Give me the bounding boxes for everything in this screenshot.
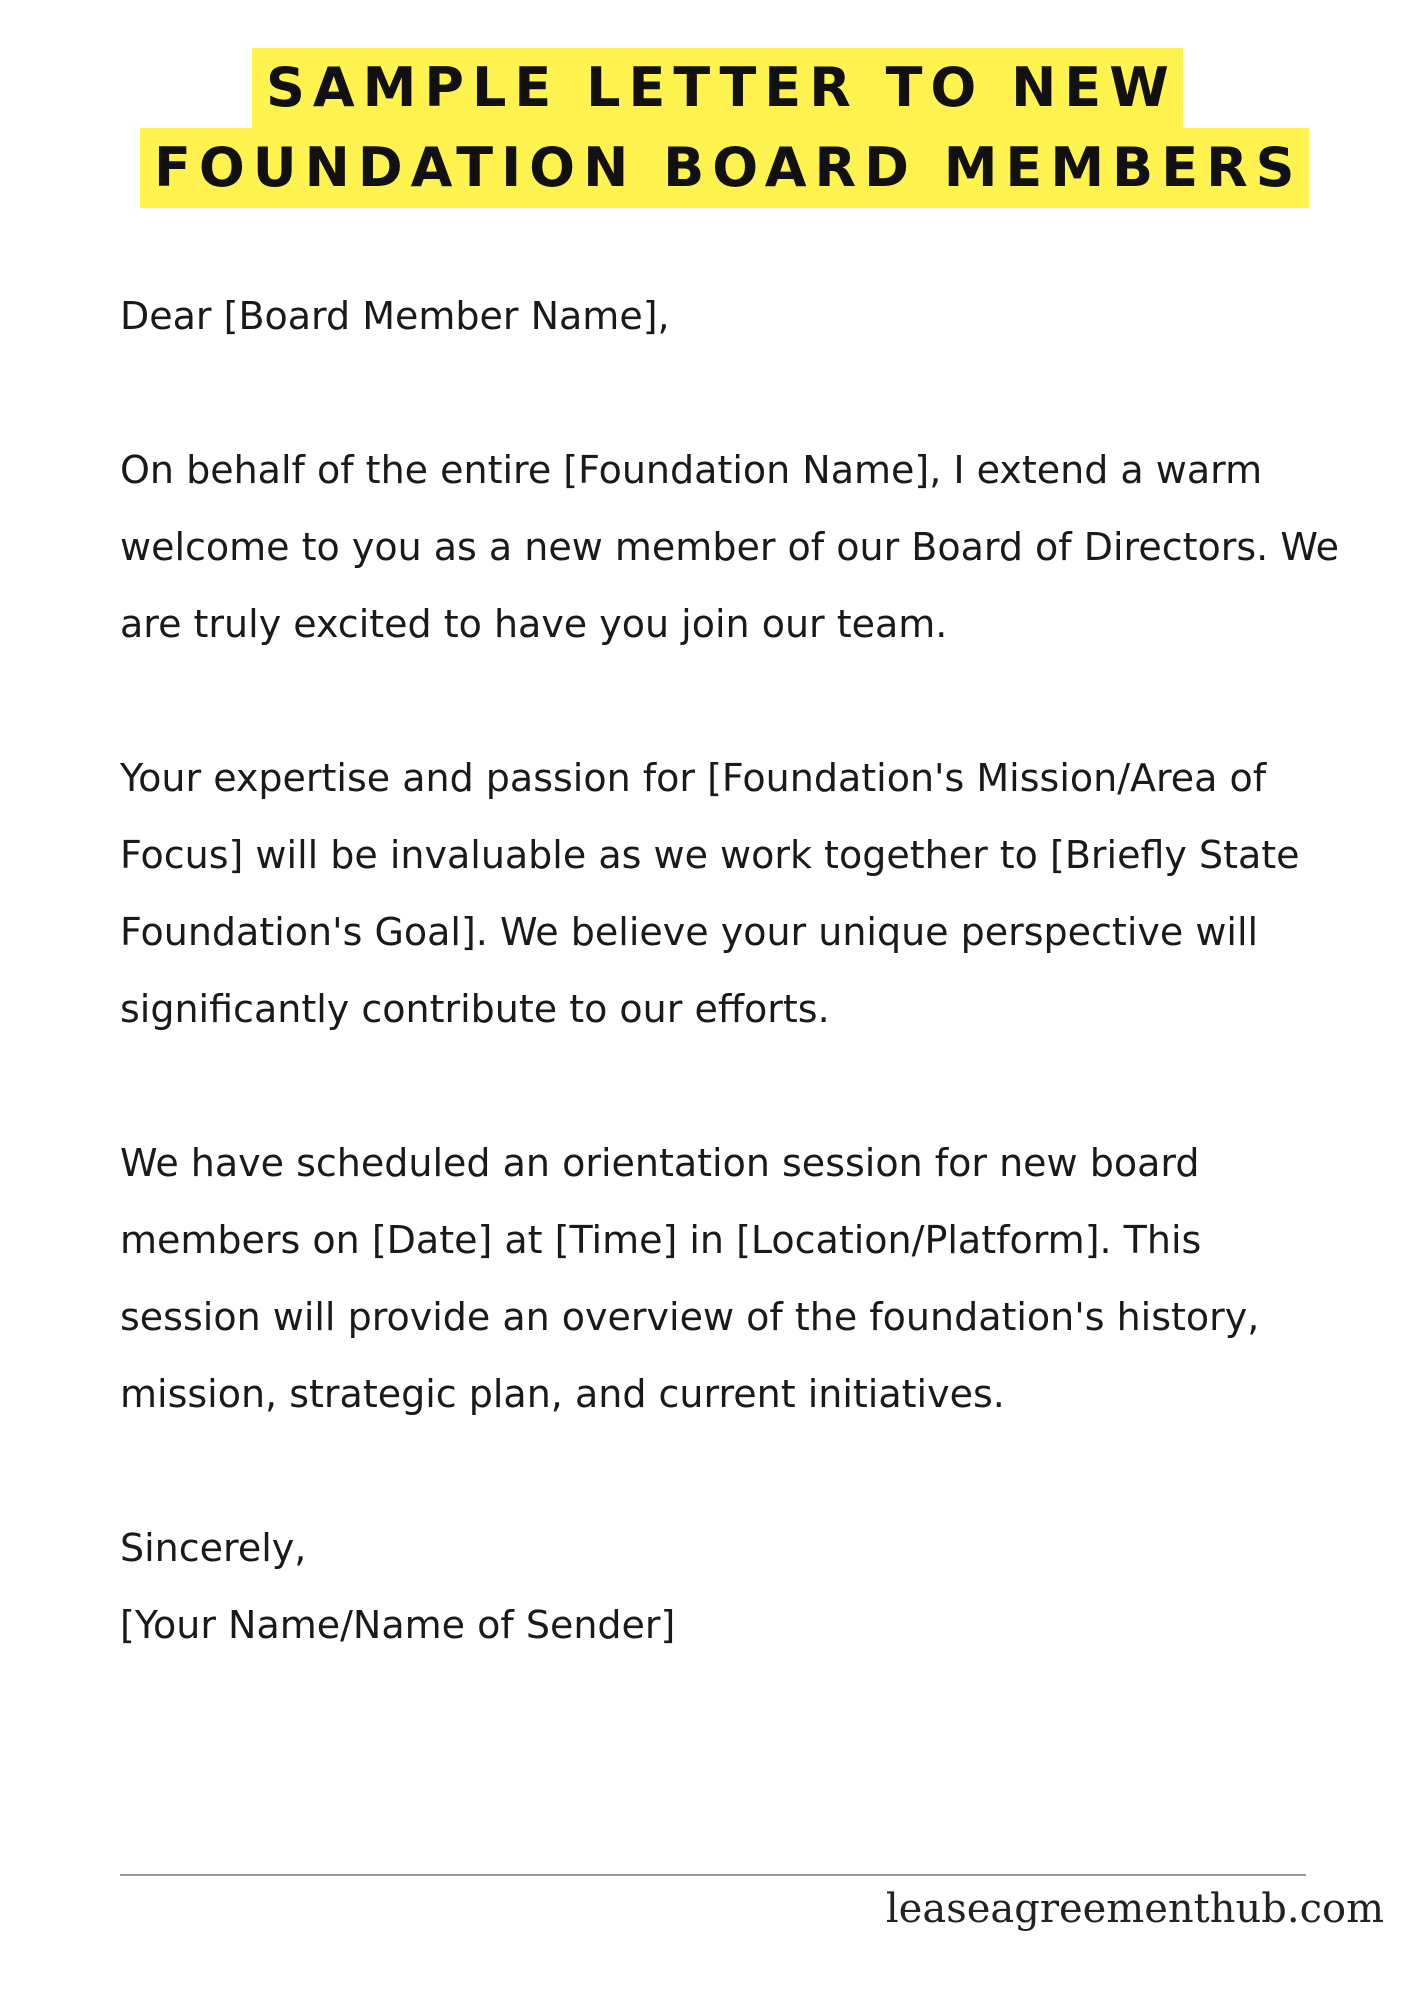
paragraph-expertise: Your expertise and passion for [Foundation's Mission/Area of Focus] will be invaluable as we work together to [Briefly State Foundation's Goal]. We believe your unique perspective will significantly contribute to our efforts. [120,756,1300,1031]
paragraph-orientation: We have scheduled an orientation session for new board members on [Date] at [Time] in [Location/Platform]. This session will provide an overview of the foundation's history, mission, strategic plan, and current initiatives. [120,1141,1260,1416]
closing [120,1510,1350,1664]
closing-text: Sincerely, [120,1526,307,1570]
page-title [0,48,1414,208]
letter-body [120,278,1350,1664]
salutation: Dear [Board Member Name], [120,294,670,338]
brand-watermark: leaseagreementhub.com [885,1886,1384,1932]
footer-divider [120,1874,1306,1876]
signature: [Your Name/Name of Sender] [120,1603,676,1647]
title-line-1: SAMPLE LETTER TO NEW [252,48,1183,128]
title-line-2: FOUNDATION BOARD MEMBERS [140,128,1309,208]
paragraph-welcome: On behalf of the entire [Foundation Name], I extend a warm welcome to you as a new member of our Board of Directors. We are truly excited to have you join our team. [120,448,1340,646]
